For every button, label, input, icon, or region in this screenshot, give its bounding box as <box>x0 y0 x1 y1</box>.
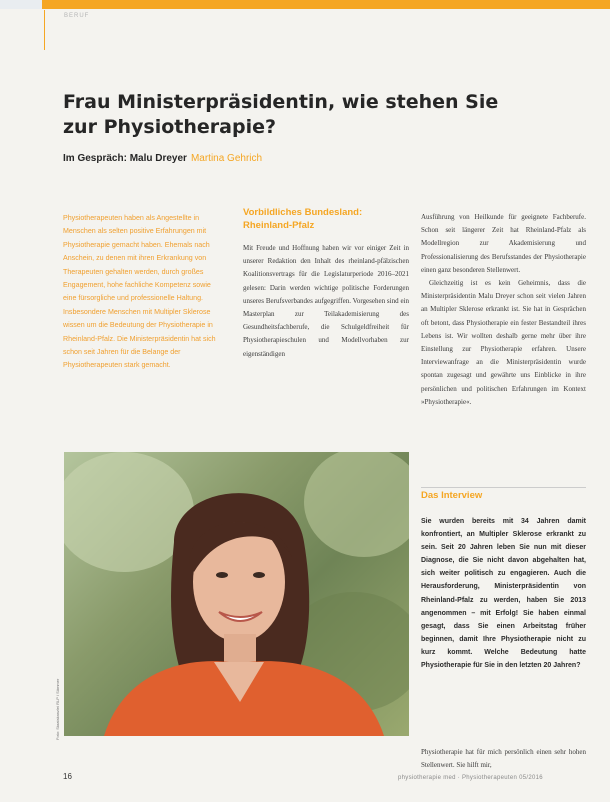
portrait-illustration <box>64 452 409 736</box>
portrait-photo <box>64 452 409 736</box>
column-2 <box>243 206 409 361</box>
publication-footer: physiotherapie med · Physiotherapeuten 05/2016 <box>398 775 543 781</box>
section-label: BERUF <box>64 13 90 19</box>
photo-credit: Foto: Staatskanzlei RLP / Sämmer <box>55 678 60 740</box>
interview-answer: Physiotherapie hat für mich persönlich einen sehr hohen Stellenwert. Sie hilft mir, <box>421 748 586 770</box>
col3-paragraph: Ausführung von Heilkunde für geeignete Fachberufe. Schon seit längerer Zeit hat Rheinland-Pfalz als Modellregion zur Akademisierung und Professionalisierung des Berufsstandes der Physiotherapie einen ganz besonderen Stellenwert. <box>421 213 586 274</box>
interview-question: Sie wurden bereits mit 34 Jahren damit konfrontiert, an Multipler Sklerose erkrankt zu sein. Seit 20 Jahren leben Sie nun mit dieser Diagnose, die Sie nicht davon abgehalten hat, sich weiter politisch zu engagieren. Auch die Herausforderung, Ministerpräsidentin von Rheinland-Pfalz zu werden, haben Sie 2013 angenommen – mit Erfolg! Sie haben einmal gesagt, dass Sie einen Arbeitstag früher beginnen, damit Ihre Physiotherapie nicht zu kurz kommt. Welche Bedeutung hatte Physiotherapie für Sie in den letzten 20 Jahren? <box>421 518 586 670</box>
article-intro: Physiotherapeuten haben als Angestellte in Menschen als selten positive Erfahrungen mit Physiotherapie gemacht haben. Ehemals nach Anschein, zu denen mit ihren Erkrankung von Therapeuten gehalten werden, durch großes Engagement, hohe fachliche Kompetenz sowie eine fürsorgliche und professionelle Haltung. Insbesondere Menschen mit Multipler Sklerose wissen um die Bedeutung der Physiotherapie in Rheinland-Pfalz. Die Ministerpräsidentin hat sich schon seit Jahren für die Belange der Physiotherapeuten stark gemacht. <box>63 214 216 370</box>
section-rule <box>44 10 45 50</box>
top-color-bar <box>0 0 610 9</box>
page-number: 16 <box>63 772 72 781</box>
col3-body <box>421 211 586 409</box>
article-title: Frau Ministerpräsidentin, wie stehen Sie zur Physiotherapie? <box>63 91 499 138</box>
column-3 <box>421 211 586 409</box>
col2-paragraph: Mit Freude und Hoffnung haben wir vor einiger Zeit in unserer Redaktion den Inhalt des rheinland-pfälzischen Koalitionsvertrags für die Legislaturperiode 2016–2021 gelesen: Darin werden wichtige politische Forderungen unseres Berufsverbandes aufgegriffen. Vorgesehen sind ein Masterplan zur Teilakademisierung des Gesundheitsfachberufe, die Schulgeldfreiheit für Physiotherapieschulen und Modellvorhaben zur eigenständigen <box>243 244 409 358</box>
author-name: Martina Gehrich <box>190 153 263 164</box>
interview-heading: Das Interview <box>421 487 586 501</box>
col2-heading: Vorbildliches Bundesland: Rheinland-Pfalz <box>243 207 363 231</box>
col3-paragraph: Gleichzeitig ist es kein Geheimnis, dass die Ministerpräsidentin Malu Dreyer schon seit vielen Jahren an Multipler Sklerose erkrankt ist. Sie hat in Gesprächen oft betont, dass Physiotherapie ein fester Bestandteil ihres Lebens ist. Wir wollten deshalb gerne mehr über ihre Einstellung zur Physiotherapie erfahren. Unsere Interviewanfrage an die Ministerpräsidentin wurde spontan zugesagt und gewährte uns Einblicke in ihre persönlichen und politischen Erfahrungen im Kontext »Physiotherapie«. <box>421 279 586 406</box>
byline-label: Im Gespräch: Malu Dreyer <box>63 153 187 164</box>
col2-body <box>243 242 409 361</box>
article-byline <box>63 153 262 164</box>
